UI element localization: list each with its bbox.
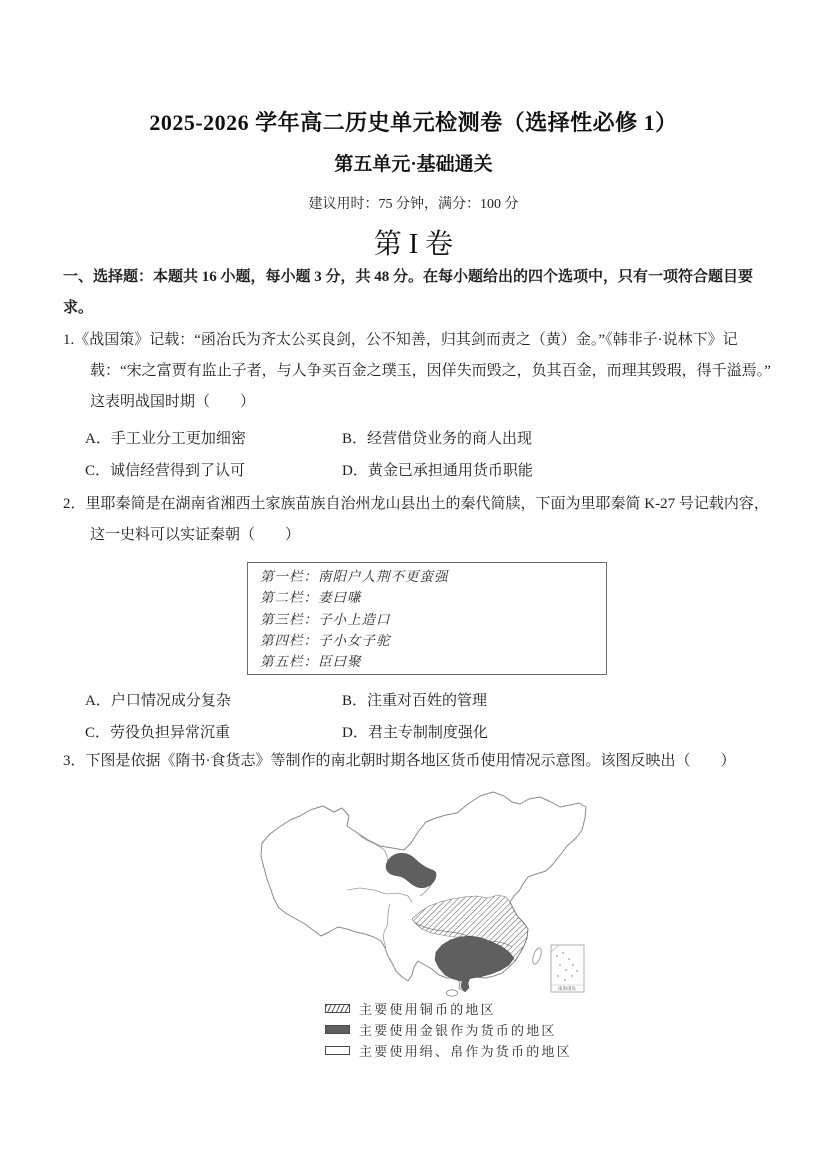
choice-instructions-line1: 一、选择题：本题共 16 小题，每小题 3 分，共 48 分。在每小题给出的四个选项中，只有一项符合题目要 [63,269,754,285]
time-score-note: 建议用时：75 分钟，满分：100 分 [308,197,519,212]
choice-instructions-line2: 求。 [63,300,94,316]
legend-row-copper [325,999,496,1018]
legend-swatch-dark [325,1025,350,1034]
slip-row-3: 第三栏：子小上造口 [260,611,391,627]
unit-subtitle: 第五单元·基础通关 [334,154,493,175]
slip-row-1: 第一栏：南阳户人荆不更蛮强 [260,569,449,584]
inner-boundary-west [347,888,412,902]
legend-row-silk [325,1041,572,1060]
question-2-option-b: B．注重对百姓的管理 [342,693,488,709]
question-1-line1: 1.《战国策》记载：“函冶氏为齐太公买良剑，公不知善，归其剑而责之（黄）金。”《韩非子·说林下》记 [63,332,738,348]
taiwan-island [531,947,543,965]
question-2-line1: 2．里耶秦简是在湖南省湘西土家族苗族自治州龙山县出土的秦代简牍，下面为里耶秦简 K-27 号记载内容， [63,496,769,512]
slip-row-2: 第二栏：妻曰嗛 [260,590,362,606]
legend-label-copper: 主要使用铜币的地区 [359,1002,496,1017]
question-2-line2: 这一史料可以实证秦朝（ ） [90,527,301,543]
inset-label: 南海诸岛 [558,986,576,991]
question-3-line1: 3．下图是依据《隋书·食货志》等制作的南北朝时期各地区货币使用情况示意图。该图反映出（ ） [63,753,736,769]
question-2-option-d: D．君主专制制度强化 [342,725,488,741]
inner-boundary-sichuan [383,904,390,948]
qin-slip-table [247,562,607,675]
slip-row-5: 第五栏：臣曰聚 [260,654,362,670]
yellow-river-line [357,832,389,864]
legend-label-silk: 主要使用绢、帛作为货币的地区 [359,1044,572,1059]
question-1-line3: 这表明战国时期（ ） [90,394,256,410]
legend-swatch-hatched [325,1004,350,1013]
south-china-sea-inset [551,945,584,992]
paper-title: 2025-2026 学年高二历史单元检测卷（选择性必修 1） [149,110,678,135]
section-heading: 第 I 卷 [373,229,454,260]
hainan-island [447,990,458,996]
question-1-line2: 载：“宋之富贾有监止子者，与人争买百金之璞玉，因佯失而毁之，负其百金，而理其毁瑕，得千溢焉。” [90,363,771,379]
legend-row-gold-silver [325,1020,557,1039]
currency-usage-map [248,786,622,998]
slip-row-4: 第四栏：子小女子驼 [260,632,391,648]
legend-swatch-white [325,1046,350,1055]
region-gold-silver-north [386,853,436,888]
question-1-option-d: D．黄金已承担通用货币职能 [342,463,533,479]
question-1-option-c: C．诚信经营得到了认可 [85,463,246,479]
question-1-option-a: A．手工业分工更加细密 [85,431,246,447]
question-2-option-c: C．劳役负担异常沉重 [85,725,231,741]
legend-label-gold-silver: 主要使用金银作为货币的地区 [359,1023,557,1038]
question-1-option-b: B．经营借贷业务的商人出现 [342,431,533,447]
question-2-option-a: A．户口情况成分复杂 [85,693,231,709]
